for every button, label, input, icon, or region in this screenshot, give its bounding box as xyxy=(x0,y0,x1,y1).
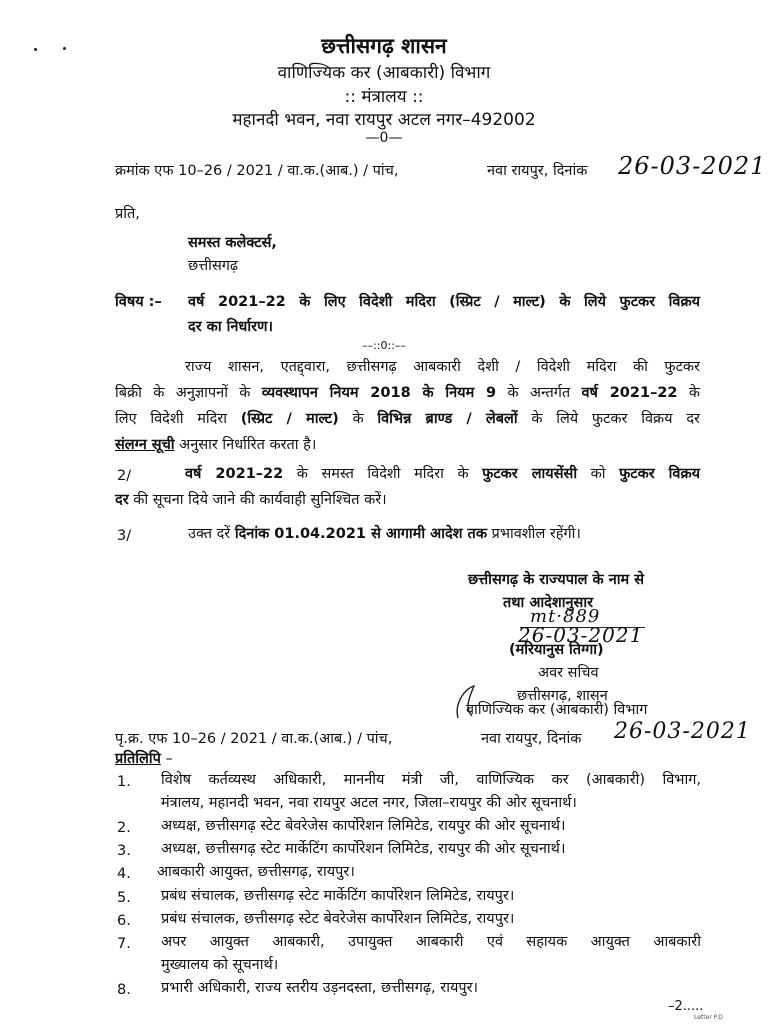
subject-label: विषय :– xyxy=(115,294,162,310)
paragraph-text: राज्य शासन, एतद्द्वारा, छत्तीसगढ़ आबकारी देशी / विदेशी मदिरा की फुटकर xyxy=(185,359,700,375)
copy-item-text: प्रभारी अधिकारी, राज्य स्तरीय उड़नदस्ता, छत्तीसगढ़, रायपुर। xyxy=(161,980,479,996)
copy-item-number: 8. xyxy=(117,982,131,998)
paragraph-text: के xyxy=(338,411,378,427)
subject-separator: ––::0::–– xyxy=(362,339,406,352)
prati-label: प्रति, xyxy=(115,206,140,222)
paragraph-1-line3 xyxy=(115,406,700,433)
header-government: छत्तीसगढ़ शासन xyxy=(321,34,447,58)
paragraph-2-line2 xyxy=(115,487,700,514)
reference-place-date: नवा रायपुर, दिनांक xyxy=(487,163,588,179)
recipient-line1: समस्त कलेक्टर्स, xyxy=(188,235,277,251)
attached-list-text: संलग्न सूची xyxy=(115,437,175,453)
paragraph-text: बिक्री के अनुज्ञापनों के xyxy=(115,385,262,401)
spirit-malt-text: (स्प्रिट / माल्ट) xyxy=(240,411,339,427)
subject-line1: वर्ष 2021–22 के लिए विदेशी मदिरा (स्प्रिट / माल्ट) के लिये फुटकर विक्रय xyxy=(188,294,700,310)
copy-item-number: 7. xyxy=(117,936,131,952)
paragraph-text: प्रभावशील रहेंगी। xyxy=(486,526,581,542)
copy-item-text: अध्यक्ष, छत्तीसगढ़ स्टेट बेवरेजेस कार्पोरेशन लिमिटेड, रायपुर की ओर सूचनार्थ। xyxy=(161,818,566,834)
paragraph-text: अनुसार निर्धारित करता है। xyxy=(174,437,317,453)
next-page-marker: –2..... xyxy=(668,999,704,1014)
paragraph-text: को xyxy=(577,466,620,482)
rate-text: दर xyxy=(115,492,129,508)
retail-licensee-text: फुटकर लायसेंसी xyxy=(482,466,578,482)
paragraph-text: के xyxy=(677,385,700,401)
reference-number: क्रमांक एफ 10–26 / 2021 / वा.क.(आब.) / पांच, xyxy=(115,163,399,179)
copy-item-number: 3. xyxy=(117,843,131,859)
rule-reference: व्यवस्थापन नियम 2018 के नियम 9 xyxy=(261,385,497,401)
paragraph-text: लिए विदेशी मदिरा xyxy=(115,411,241,427)
signature-line1: छत्तीसगढ़ के राज्यपाल के नाम से xyxy=(468,572,645,588)
copy-item-text: आबकारी आयुक्त, छत्तीसगढ़, रायपुर। xyxy=(157,864,355,880)
copy-item-text-cont: मंत्रालय, महानदी भवन, नवा रायपुर अटल नगर, जिला–रायपुर की ओर सूचनार्थ। xyxy=(161,795,577,811)
paragraph-1-line4 xyxy=(115,432,700,459)
copy-item-text-cont: मुख्यालय को सूचनार्थ। xyxy=(161,957,279,973)
copy-number: पृ.क्र. एफ 10–26 / 2021 / वा.क.(आब.) / पांच, xyxy=(115,731,393,747)
brand-label-text: विभिन्न ब्राण्ड / लेबलों xyxy=(377,411,518,427)
paragraph-text: उक्त दरें xyxy=(188,526,235,542)
copy-item-number: 5. xyxy=(117,890,131,906)
signature-date: 26-03-2021 xyxy=(518,623,644,647)
copy-item-number: 6. xyxy=(117,913,131,929)
paragraph-text: के अन्तर्गत xyxy=(496,385,582,401)
copy-item-text: प्रबंध संचालक, छत्तीसगढ़ स्टेट बेवरेजेस कार्पोरेशन लिमिटेड, रायपुर। xyxy=(161,911,515,927)
header-separator: —0— xyxy=(365,130,403,146)
paragraph-1-line2 xyxy=(115,380,700,407)
paragraph-2-line1 xyxy=(185,461,700,488)
signatory-designation: अवर सचिव xyxy=(538,665,599,681)
effective-date-text: दिनांक 01.04.2021 से आगामी आदेश तक xyxy=(234,526,487,542)
header-address: महानदी भवन, नवा रायपुर अटल नगर–492002 xyxy=(232,110,536,130)
recipient-line2: छत्तीसगढ़ xyxy=(188,258,239,274)
paragraph-text: के लिये फुटकर विक्रय दर xyxy=(517,411,700,427)
header-ministry: :: मंत्रालय :: xyxy=(344,87,424,107)
signature-line2: तथा आदेशानुसार xyxy=(503,595,594,611)
paragraph-2-number: 2/ xyxy=(117,468,132,484)
copy-item-text: अध्यक्ष, छत्तीसगढ़ स्टेट मार्केटिंग कार्पोरेशन लिमिटेड, रायपुर की ओर सूचनार्थ। xyxy=(161,841,566,857)
paragraph-3-number: 3/ xyxy=(117,528,132,544)
copy-heading-label: प्रतिलिपि xyxy=(115,751,161,767)
reference-date-handwritten: 26-03-2021 xyxy=(618,152,767,180)
copy-item-text: अपर आयुक्त आबकारी, उपायुक्त आबकारी एवं सहायक आयुक्त आबकारी xyxy=(161,934,701,950)
signature-scribble: mt·889 xyxy=(530,606,601,627)
signatory-name: (मरियानुस तिग्गा) xyxy=(509,642,604,658)
copy-place-date: नवा रायपुर, दिनांक xyxy=(481,731,582,747)
copy-item-number: 1. xyxy=(117,774,131,790)
copy-item-text: विशेष कर्तव्यस्थ अधिकारी, माननीय मंत्री जी, वाणिज्यिक कर (आबकारी) विभाग, xyxy=(161,772,701,788)
copy-item-text: प्रबंध संचालक, छत्तीसगढ़ स्टेट मार्केटिंग कार्पोरेशन लिमिटेड, रायपुर। xyxy=(161,888,515,904)
year-reference: वर्ष 2021–22 xyxy=(581,385,678,401)
copy-heading-dash: – xyxy=(160,751,173,767)
paragraph-text: के समस्त विदेशी मदिरा के xyxy=(283,466,483,482)
paragraph-1-line1 xyxy=(185,354,700,381)
signatory-govt: छत्तीसगढ़, शासन xyxy=(517,688,608,704)
paragraph-3-line1 xyxy=(188,521,700,548)
year-reference: वर्ष 2021–22 xyxy=(185,466,284,482)
copy-item-number: 4. xyxy=(117,866,131,882)
signatory-department: वाणिज्यिक कर (आबकारी) विभाग xyxy=(466,702,648,718)
copy-item-number: 2. xyxy=(117,820,131,836)
retail-sale-text: फुटकर विक्रय xyxy=(619,466,701,482)
copy-date-handwritten: 26-03-2021 xyxy=(614,719,751,744)
footer-small-note: Letter P.D xyxy=(694,1014,723,1021)
paragraph-text: की सूचना दिये जाने की कार्यवाही सुनिश्चित करें। xyxy=(128,492,387,508)
subject-line2: दर का निर्धारण। xyxy=(188,319,274,335)
header-department: वाणिज्यिक कर (आबकारी) विभाग xyxy=(277,63,491,83)
